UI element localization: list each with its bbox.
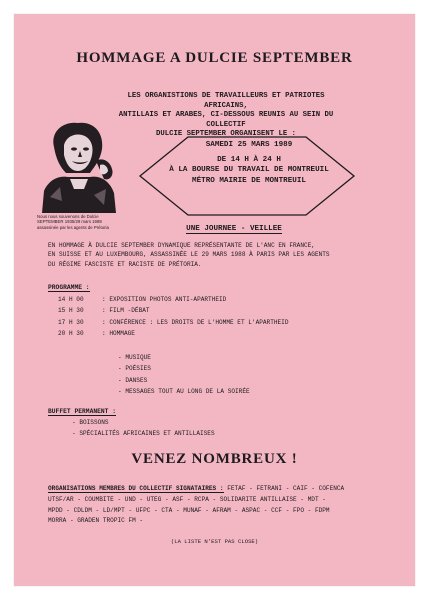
event-metro: MÉTRO MAIRIE DE MONTREUIL — [192, 176, 306, 185]
caption-line: SEPTEMBER 1935/29 mars 1988 — [37, 219, 102, 225]
buffet-heading — [48, 408, 116, 415]
hommage-item: - DANSES — [118, 376, 148, 384]
flyer-sheet — [14, 14, 415, 586]
programme-item: : EXPOSITION PHOTOS ANTI-APARTHEID — [102, 296, 227, 303]
buffet-item: - BOISSONS — [72, 419, 109, 426]
intro-line: LES ORGANISTIONS DE TRAVAILLEURS ET PATRIOTES AFRICAINS, — [127, 92, 325, 110]
orgs-line1: FETAF - FETRANI - CAIF - COFENCA — [223, 485, 345, 492]
programme-time: 15 H 30 — [58, 307, 84, 315]
portrait-photo — [40, 117, 118, 213]
orgs-line — [48, 484, 393, 495]
orgs-line: UTSF/AR - COUMBITE - UND - UTEG - ASF - RCPA - SOLIDARITE ANTILLAISE - MDT - — [48, 495, 326, 503]
event-details — [164, 140, 334, 186]
orgs-line: MPDD - CDLDM - LD/MPT - UFPC - CTA - MUNAF - AFRAM - ASPAC - CCF - FPO - FDPM — [48, 506, 330, 514]
hommage-item: - POÉSIES — [118, 365, 151, 373]
programme-list — [58, 296, 378, 342]
flyer-title: HOMMAGE A DULCIE SEPTEMBER — [76, 50, 353, 66]
programme-item: : HOMMAGE — [102, 330, 135, 338]
hommage-item: - MUSIQUE — [118, 354, 151, 361]
caption-line: Nous nous souvenons de Dulcie — [37, 214, 99, 219]
programme-time: 17 H 30 — [58, 318, 84, 326]
programme-heading — [48, 284, 90, 291]
orgs-line: MORRA - GRADEN TROPIC FM - — [48, 517, 144, 525]
paragraph-line: EN SUISSE ET AU LUXEMBOURG, ASSASSINÉE LE 29 MARS 1988 À PARIS PAR LES AGENTS — [48, 251, 330, 259]
buffet-item: - SPÉCIALITÉS AFRICAINES ET ANTILLAISES — [72, 430, 215, 438]
signatory-organisations — [48, 484, 393, 527]
programme-row — [58, 330, 378, 341]
intro-line: ANTILLAIS ET ARABES, CI-DESSOUS REUNIS AU SEIN DU COLLECTIF — [118, 111, 334, 129]
event-subtitle — [174, 225, 294, 233]
hommage-item: - MESSAGES TOUT AU LONG DE LA SOIRÉE — [118, 388, 250, 396]
tribute-paragraph — [48, 241, 398, 269]
event-venue: À LA BOURSE DU TRAVAIL DE MONTREUIL — [169, 166, 329, 175]
event-date: SAMEDI 25 MARS 1989 — [205, 141, 293, 149]
programme-item: : CONFÉRENCE : LES DROITS DE L'HOMME ET L'APARTHEID — [102, 318, 289, 326]
orgs-lead: ORGANISATIONS MEMBRES DU COLLECTIF SIGNATAIRES : — [48, 485, 224, 492]
paragraph-line: DU RÉGIME FASCISTE ET RACISTE DE PRÉTORIA. — [48, 260, 202, 268]
buffet-heading-text: BUFFET PERMANENT : — [48, 408, 117, 415]
programme-time: 20 H 30 — [58, 330, 84, 338]
programme-item: : FILM -DÉBAT — [102, 307, 150, 315]
buffet-list — [72, 419, 352, 442]
programme-heading-text: PROGRAMME : — [48, 284, 90, 291]
slogan: VENEZ NOMBREUX ! — [131, 451, 298, 467]
programme-row — [58, 319, 378, 330]
photo-caption — [37, 214, 137, 230]
intro-text — [106, 92, 346, 140]
closing-note: (LA LISTE N'EST PAS CLOSE) — [170, 538, 259, 545]
programme-row — [58, 296, 378, 307]
intro-line: DULCIE SEPTEMBER ORGANISENT LE : — [155, 130, 297, 139]
programme-time: 14 H 00 — [58, 296, 84, 303]
programme-row — [58, 307, 378, 318]
hommage-sublist — [118, 354, 318, 400]
event-subtitle-text: UNE JOURNEE - VEILLEE — [186, 225, 282, 233]
event-time: DE 14 H À 24 H — [217, 155, 281, 164]
caption-line: assassinée par les agents de Prétoria — [37, 224, 109, 230]
paragraph-line: EN HOMMAGE À DULCIE SEPTEMBER DYNAMIQUE REPRÉSENTANTE DE L'ANC EN FRANCE, — [48, 242, 315, 249]
